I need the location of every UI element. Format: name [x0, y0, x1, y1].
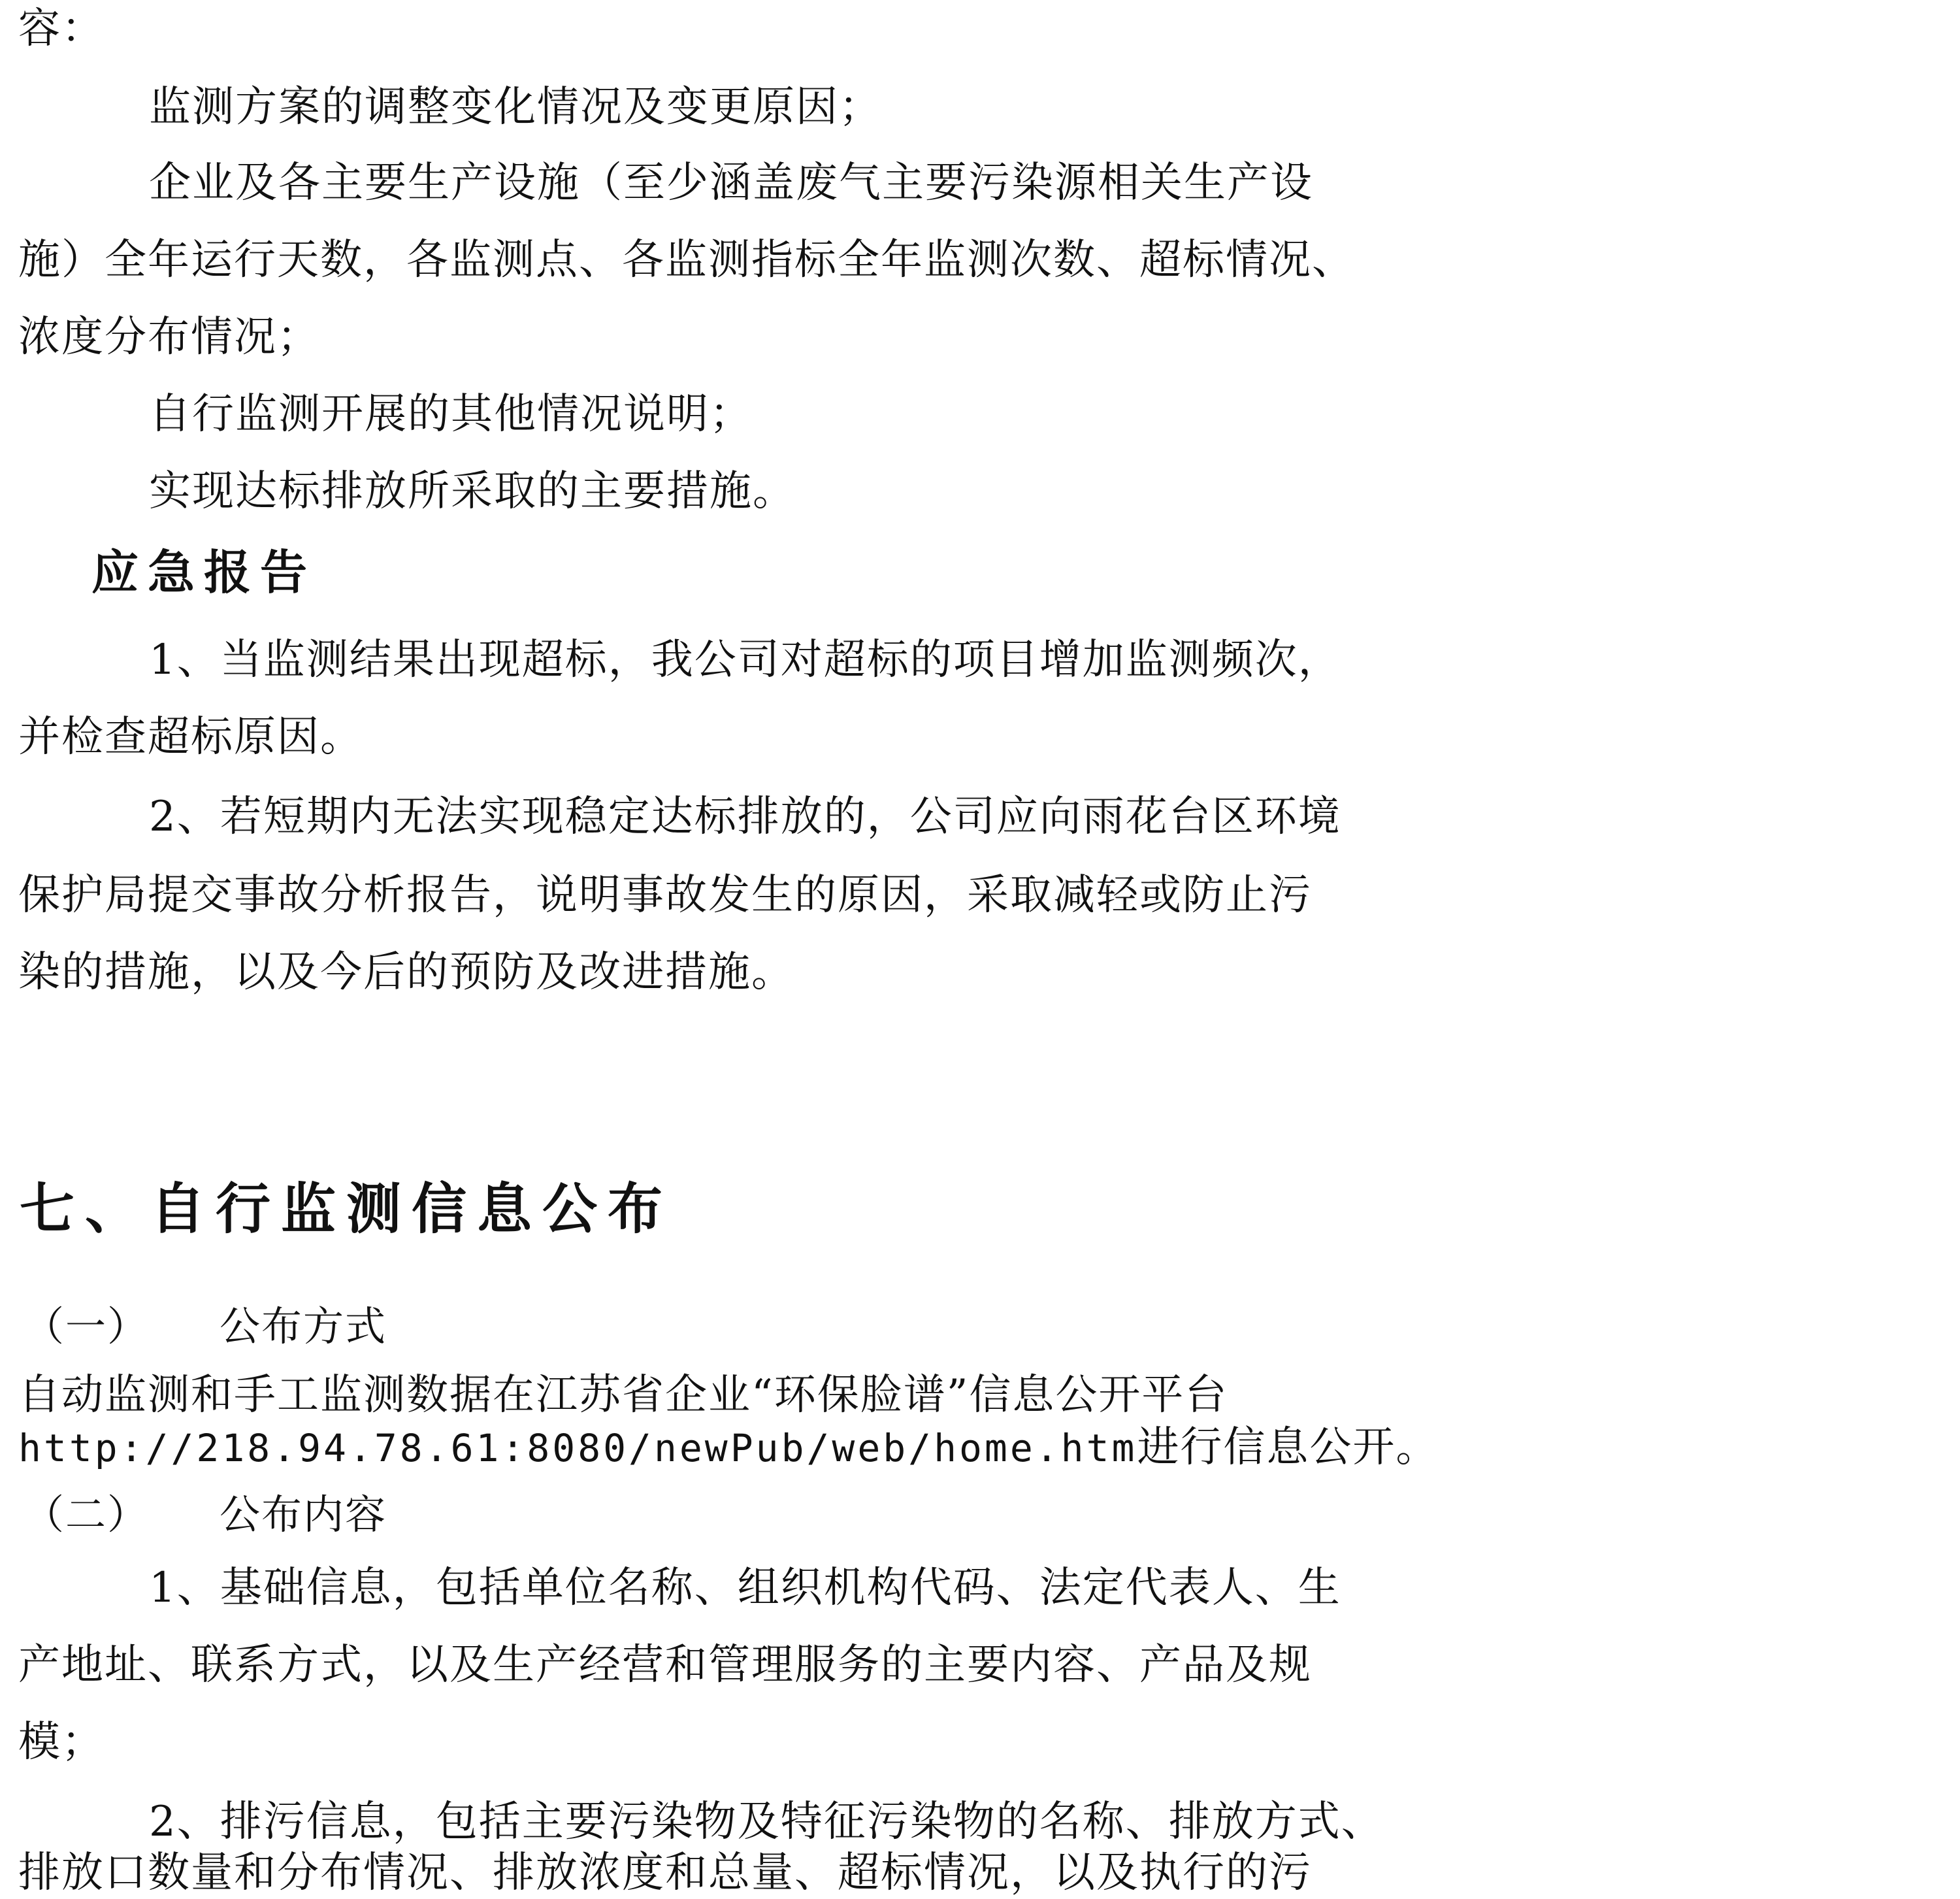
top-fragment: 容： — [18, 5, 105, 53]
subsection-heading-1 — [24, 1300, 387, 1353]
facilities-line-3: 浓度分布情况； — [18, 313, 320, 361]
content-item-2-line-2: 排放口数量和分布情况、排放浓度和总量、超标情况，以及执行的污 — [18, 1849, 1312, 1897]
emergency-item-2-line-2: 保护局提交事故分析报告，说明事故发生的原因，采取减轻或防止污 — [18, 871, 1312, 919]
publish-method-line-1: 自动监测和手工监测数据在江苏省企业“环保脸谱”信息公开平台 — [18, 1371, 1228, 1419]
publish-method-line-2 — [18, 1421, 1439, 1474]
subsection-label: 公布方式 — [220, 1302, 387, 1350]
facilities-line-2: 施）全年运行天数，各监测点、各监测指标全年监测次数、超标情况、 — [18, 236, 1355, 284]
subsection-heading-2 — [24, 1489, 387, 1541]
subsection-number: （二） — [24, 1491, 150, 1538]
content-item-2-line-1: 2、排污信息，包括主要污染物及特征污染物的名称、排放方式、 — [149, 1798, 1384, 1846]
content-item-1-line-3: 模； — [18, 1718, 105, 1766]
emergency-item-2-line-3: 染的措施，以及今后的预防及改进措施。 — [18, 948, 794, 997]
platform-url[interactable]: http://218.94.78.61:8080/newPub/web/home.htm — [18, 1426, 1137, 1470]
subsection-label: 公布内容 — [220, 1491, 387, 1538]
other-info-line: 自行监测开展的其他情况说明； — [149, 390, 753, 438]
content-item-1-line-2: 产地址、联系方式，以及生产经营和管理服务的主要内容、产品及规 — [18, 1641, 1312, 1689]
emergency-item-1-line-2: 并检查超标原因。 — [18, 713, 363, 761]
list-item: 监测方案的调整变化情况及变更原因； — [149, 83, 882, 131]
subsection-number: （一） — [24, 1302, 150, 1350]
measures-line: 实现达标排放所采取的主要措施。 — [149, 467, 796, 516]
emergency-heading: 应急报告 — [91, 545, 317, 600]
publish-method-tail: 进行信息公开。 — [1137, 1423, 1439, 1472]
content-item-1-line-1: 1、基础信息，包括单位名称、组织机构代码、法定代表人、生 — [149, 1564, 1341, 1612]
facilities-line-1: 企业及各主要生产设施（至少涵盖废气主要污染源相关生产设 — [149, 159, 1313, 207]
emergency-item-2-line-1: 2、若短期内无法实现稳定达标排放的，公司应向雨花台区环境 — [149, 793, 1341, 841]
section-title: 七、自行监测信息公布 — [20, 1177, 674, 1241]
emergency-item-1-line-1: 1、当监测结果出现超标，我公司对超标的项目增加监测频次， — [149, 636, 1341, 684]
